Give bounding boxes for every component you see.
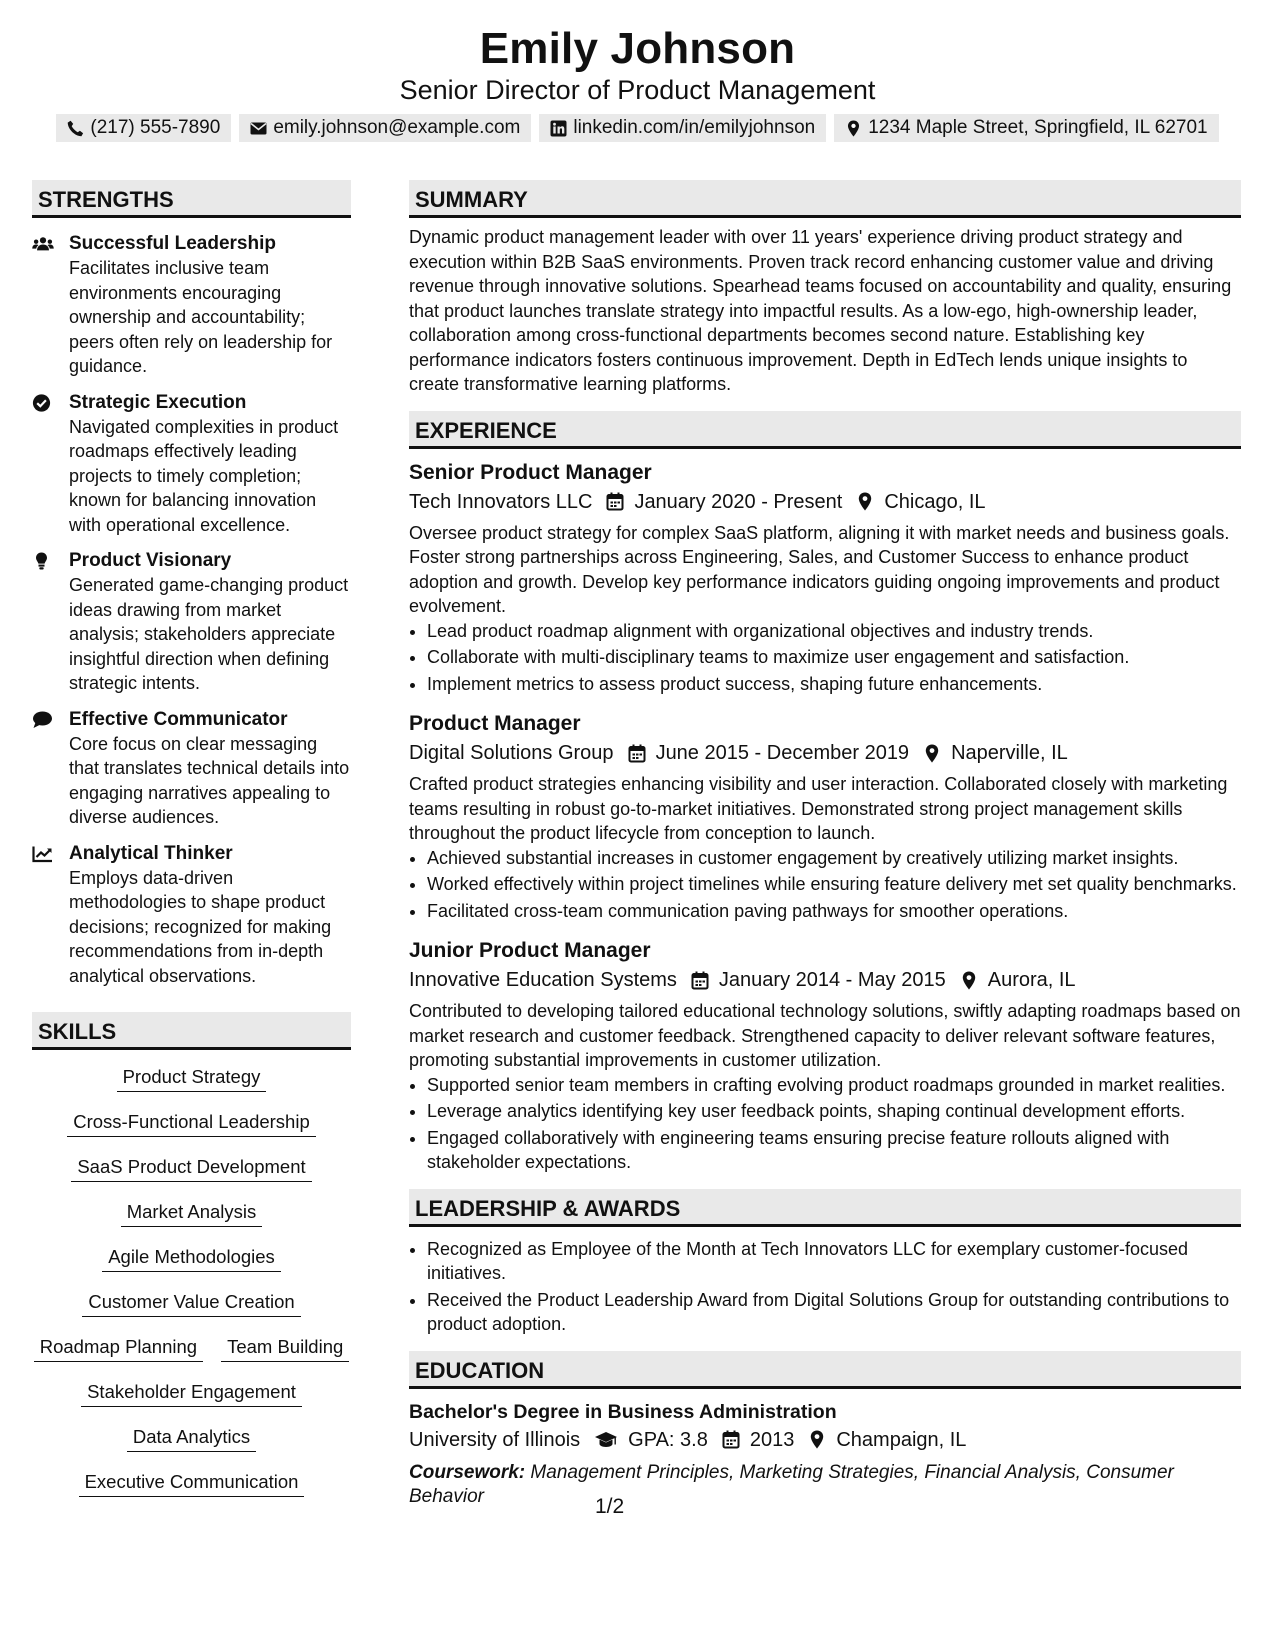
award-item: • Recognized as Employee of the Month at Tech Innovators LLC for exemplary customer-focused initiatives. xyxy=(427,1237,1241,1286)
job-title: Junior Product Manager xyxy=(409,939,651,962)
job-meta xyxy=(409,965,1241,995)
strength-title: Analytical Thinker xyxy=(69,842,233,864)
lightbulb-icon xyxy=(32,552,54,570)
linkedin-icon xyxy=(550,120,567,137)
education-meta xyxy=(409,1425,1241,1455)
skills-list xyxy=(32,1064,351,1514)
job-company: Tech Innovators LLC xyxy=(409,490,593,513)
job-company: Digital Solutions Group xyxy=(409,742,614,764)
skill-tag: Roadmap Planning xyxy=(34,1334,203,1362)
skill-tag: Agile Methodologies xyxy=(102,1244,281,1272)
bullet-item: • Collaborate with multi-disciplinary teams to maximize user engagement and satisfaction. xyxy=(427,645,1241,670)
calendar-icon xyxy=(691,971,709,990)
strength-desc: Generated game-changing product ideas drawing from market analysis; stakeholders appreciate insightful direction when defining strategic intents. xyxy=(69,575,349,693)
gpa: GPA: 3.8 xyxy=(628,1428,708,1451)
award-item: • Received the Product Leadership Award from Digital Solutions Group for outstanding contributions to product adoption. xyxy=(427,1288,1241,1337)
education-heading: EDUCATION xyxy=(409,1351,1241,1389)
candidate-name: Emily Johnson xyxy=(479,24,796,73)
graduation-cap-icon xyxy=(594,1430,618,1449)
strength-desc: Navigated complexities in product roadmaps effectively leading projects to timely completion; known for balancing innovation with operational excellence. xyxy=(69,416,339,535)
calendar-icon xyxy=(606,492,624,511)
skill-tag: Stakeholder Engagement xyxy=(81,1379,302,1407)
left-column xyxy=(32,180,351,1514)
job-dates: January 2020 - Present xyxy=(634,490,843,513)
school-name: University of Illinois xyxy=(409,1428,581,1451)
strength-title: Effective Communicator xyxy=(69,708,288,730)
resume-header xyxy=(0,22,1275,106)
strength-item xyxy=(32,391,351,538)
page-number: 1/2 xyxy=(595,1495,625,1518)
bullet-item: • Worked effectively within project timelines while ensuring feature delivery met set quality benchmarks. xyxy=(427,872,1241,897)
bullet-item: • Leverage analytics identifying key user feedback points, shaping continual development efforts. xyxy=(427,1099,1241,1124)
job-meta xyxy=(409,738,1241,768)
skills-heading: SKILLS xyxy=(32,1012,351,1050)
job-entry xyxy=(409,937,1241,1175)
bullet-item: • Implement metrics to assess product success, shaping future enhancements. xyxy=(427,672,1241,697)
coursework xyxy=(409,1461,1241,1509)
job-description: Contributed to developing tailored educational technology solutions, swiftly adapting roadmaps based on market research and customer feedback. Strengthened capacity to deliver relevant software features, promoting substantial improvements in customer utilization. xyxy=(409,1001,1241,1070)
location-pin-icon xyxy=(845,120,862,137)
strength-item xyxy=(32,549,351,696)
right-column xyxy=(409,180,1241,1509)
contact-linkedin-text: linkedin.com/in/emilyjohnson xyxy=(573,117,816,138)
strengths-heading: STRENGTHS xyxy=(32,180,351,218)
experience-heading: EXPERIENCE xyxy=(409,411,1241,449)
job-company: Innovative Education Systems xyxy=(409,969,677,991)
location-pin-icon xyxy=(923,744,941,763)
job-title: Senior Product Manager xyxy=(409,460,652,484)
envelope-icon xyxy=(250,120,267,137)
bullet-item: • Engaged collaboratively with engineering teams ensuring precise feature rollouts aligned with stakeholder expectations. xyxy=(427,1126,1241,1175)
strength-title: Strategic Execution xyxy=(69,391,247,413)
degree-title: Bachelor's Degree in Business Administration xyxy=(409,1400,837,1423)
users-icon xyxy=(32,235,54,253)
job-location: Chicago, IL xyxy=(884,490,986,513)
skill-tag: Product Strategy xyxy=(117,1064,267,1092)
school-location: Champaign, IL xyxy=(836,1428,967,1451)
calendar-icon xyxy=(628,744,646,763)
calendar-icon xyxy=(722,1430,740,1449)
contact-address-text: 1234 Maple Street, Springfield, IL 62701 xyxy=(868,117,1208,138)
phone-icon xyxy=(67,120,84,137)
skill-tag: Data Analytics xyxy=(127,1424,256,1452)
job-location: Aurora, IL xyxy=(987,969,1076,991)
summary-text: Dynamic product management leader with over 11 years' experience driving product strategy and execution within B2B SaaS environments. Proven track record enhancing customer value and driving revenue through innovative solutions. Spearhead teams focused on accountability and quality, ensuring that product launches translate strategy into impactful results. As a low-ego, high-ownership leader, collaboration among cross-functional departments becomes second nature. Establishing key performance indicators fosters continuous improvement. Depth in EdTech lends unique insights to create transformative learning platforms. xyxy=(409,227,1232,394)
summary-heading: SUMMARY xyxy=(409,180,1241,218)
bullet-item: • Achieved substantial increases in customer engagement by creatively utilizing market insights. xyxy=(427,846,1241,871)
awards-list xyxy=(409,1237,1241,1337)
job-title: Product Manager xyxy=(409,712,581,735)
chart-line-icon xyxy=(32,845,54,863)
comment-icon xyxy=(32,711,54,729)
location-pin-icon xyxy=(960,971,978,990)
job-bullets xyxy=(409,619,1241,697)
strength-desc: Employs data-driven methodologies to shape product decisions; recognized for making recommendations from in-depth analytical observations. xyxy=(69,867,332,986)
awards-heading: LEADERSHIP & AWARDS xyxy=(409,1189,1241,1227)
strength-title: Successful Leadership xyxy=(69,233,276,254)
contact-phone[interactable] xyxy=(56,114,231,142)
location-pin-icon xyxy=(808,1430,826,1449)
strength-item xyxy=(32,708,351,830)
check-circle-icon xyxy=(32,394,54,412)
skill-tag: Cross-Functional Leadership xyxy=(67,1109,316,1137)
strength-desc: Facilitates inclusive team environments encouraging ownership and accountability; peers often rely on leadership for guidance. xyxy=(69,258,333,376)
contact-email[interactable] xyxy=(239,114,531,142)
location-pin-icon xyxy=(856,492,874,511)
job-description: Oversee product strategy for complex SaaS platform, aligning it with market needs and business goals. Foster strong partnerships across Engineering, Sales, and Customer Success to enhance product adoption and growth. Develop key performance indicators guiding ongoing improvements and product evolvement. xyxy=(409,522,1230,616)
strength-title: Product Visionary xyxy=(69,550,232,571)
job-dates: June 2015 - December 2019 xyxy=(655,742,910,764)
contact-email-text: emily.johnson@example.com xyxy=(273,117,521,138)
strength-item xyxy=(32,232,351,379)
skill-tag: Executive Communication xyxy=(79,1469,305,1497)
job-location: Naperville, IL xyxy=(951,742,1068,764)
coursework-label: Coursework: xyxy=(409,1461,526,1483)
skill-tag: Team Building xyxy=(221,1334,349,1362)
contact-bar xyxy=(0,114,1275,142)
job-dates: January 2014 - May 2015 xyxy=(718,969,946,991)
bullet-item: • Facilitated cross-team communication paving pathways for smoother operations. xyxy=(427,899,1241,924)
graduation-year: 2013 xyxy=(749,1428,795,1451)
bullet-item: • Lead product roadmap alignment with organizational objectives and industry trends. xyxy=(427,619,1241,644)
strength-desc: Core focus on clear messaging that translates technical details into engaging narratives appealing to diverse audiences. xyxy=(69,733,350,827)
job-meta xyxy=(409,487,1241,517)
skill-tag: SaaS Product Development xyxy=(71,1154,311,1182)
coursework-list: Management Principles, Marketing Strategies, Financial Analysis, Consumer Behavior xyxy=(409,1461,1174,1507)
job-entry xyxy=(409,459,1241,697)
job-description: Crafted product strategies enhancing visibility and user interaction. Collaborated closely with marketing teams resulting in robust go-to-market initiatives. Demonstrated strong project management skills throughout the product lifecycle from conception to launch. xyxy=(409,774,1228,843)
contact-address xyxy=(834,114,1218,142)
job-bullets xyxy=(409,1073,1241,1175)
strength-item xyxy=(32,842,351,989)
bullet-item: • Supported senior team members in crafting evolving product roadmaps grounded in market realities. xyxy=(427,1073,1241,1098)
job-entry xyxy=(409,710,1241,923)
contact-linkedin[interactable] xyxy=(539,114,826,142)
candidate-title: Senior Director of Product Management xyxy=(399,75,876,105)
skill-tag: Market Analysis xyxy=(121,1199,263,1227)
contact-phone-text: (217) 555-7890 xyxy=(90,117,221,138)
skill-tag: Customer Value Creation xyxy=(82,1289,300,1317)
job-bullets xyxy=(409,846,1241,924)
